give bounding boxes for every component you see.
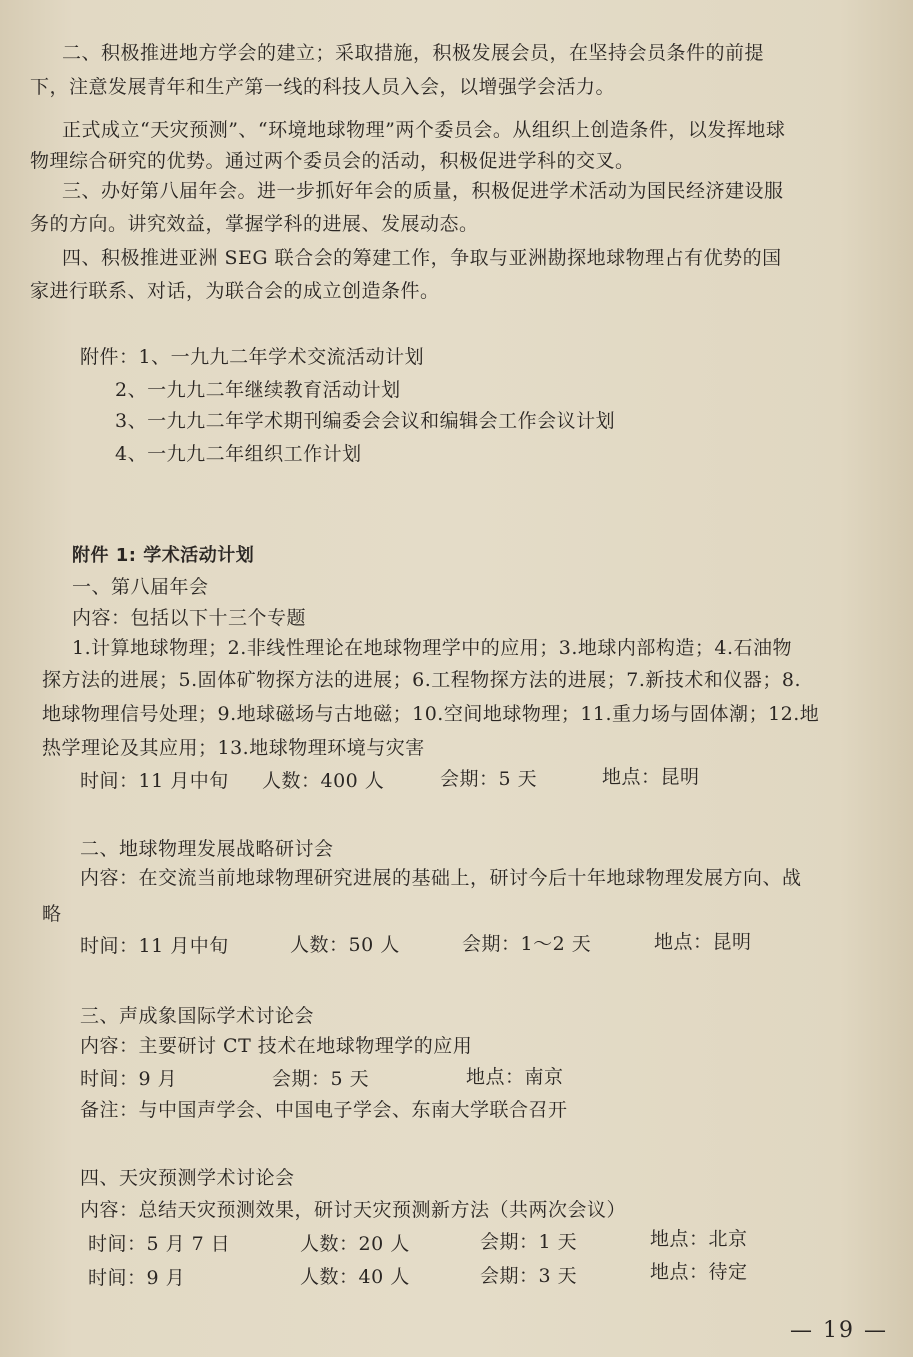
section-1-topics-line-1: 1.计算地球物理；2.非线性理论在地球物理学中的应用；3.地球内部构造；4.石油物 — [72, 637, 793, 659]
section-4-content: 内容：总结天灾预测效果，研讨天灾预测新方法（共两次会议） — [80, 1199, 627, 1221]
section-1-heading: 一、第八届年会 — [72, 576, 209, 598]
section-2-people: 人数：50 人 — [290, 934, 400, 956]
section-1-topics-line-3: 地球物理信号处理；9.地球磁场与古地磁；10.空间地球物理；11.重力场与固体潮；12.地 — [42, 703, 820, 725]
paragraph-4-line-1: 四、积极推进亚洲 SEG 联合会的筹建工作，争取与亚洲勘探地球物理占有优势的国 — [62, 247, 782, 269]
attachment-4: 4、一九九二年组织工作计划 — [115, 443, 362, 465]
plan-title: 附件 1: 学术活动计划 — [72, 545, 255, 566]
section-2-content-line-2: 略 — [42, 903, 62, 925]
page-number: — 19 — — [790, 1318, 888, 1343]
paragraph-4-line-2: 家进行联系、对话，为联合会的成立创造条件。 — [30, 280, 440, 302]
paragraph-1-line-2: 下，注意发展青年和生产第一线的科技人员入会，以增强学会活力。 — [30, 76, 616, 98]
section-3-duration: 会期：5 天 — [272, 1068, 370, 1090]
section-1-people: 人数：400 人 — [262, 770, 385, 792]
section-3-note: 备注：与中国声学会、中国电子学会、东南大学联合召开 — [80, 1099, 568, 1121]
section-3-heading: 三、声成象国际学术讨论会 — [80, 1005, 315, 1027]
section-1-content: 内容：包括以下十三个专题 — [72, 607, 307, 629]
section-4-row-1-people: 人数：20 人 — [300, 1233, 410, 1255]
section-4-row-1-duration: 会期：1 天 — [480, 1231, 578, 1253]
section-1-topics-line-4: 热学理论及其应用；13.地球物理环境与灾害 — [42, 737, 425, 759]
section-4-row-2-time: 时间：9 月 — [88, 1267, 186, 1289]
paragraph-1-line-1: 二、积极推进地方学会的建立；采取措施，积极发展会员，在坚持会员条件的前提 — [62, 42, 765, 64]
section-2-content-line-1: 内容：在交流当前地球物理研究进展的基础上，研讨今后十年地球物理发展方向、战 — [80, 867, 802, 889]
section-2-place: 地点：昆明 — [654, 931, 752, 953]
paragraph-2-line-2: 物理综合研究的优势。通过两个委员会的活动，积极促进学科的交叉。 — [30, 150, 635, 172]
attachment-1: 附件：1、一九九二年学术交流活动计划 — [80, 346, 425, 368]
section-4-row-1-time: 时间：5 月 7 日 — [88, 1233, 231, 1255]
paragraph-3-line-1: 三、办好第八届年会。进一步抓好年会的质量，积极促进学术活动为国民经济建设服 — [62, 180, 784, 202]
attachment-2: 2、一九九二年继续教育活动计划 — [115, 379, 401, 401]
section-4-row-2-place: 地点：待定 — [650, 1261, 748, 1283]
section-3-content: 内容：主要研讨 CT 技术在地球物理学的应用 — [80, 1035, 473, 1057]
section-2-heading: 二、地球物理发展战略研讨会 — [80, 838, 334, 860]
section-4-row-1-place: 地点：北京 — [650, 1228, 748, 1250]
section-1-duration: 会期：5 天 — [440, 768, 538, 790]
section-4-row-2-duration: 会期：3 天 — [480, 1265, 578, 1287]
section-4-heading: 四、天灾预测学术讨论会 — [80, 1167, 295, 1189]
section-1-place: 地点：昆明 — [602, 766, 700, 788]
attachment-3: 3、一九九二年学术期刊编委会会议和编辑会工作会议计划 — [115, 410, 616, 432]
section-1-time: 时间：11 月中旬 — [80, 770, 229, 792]
section-3-time: 时间：9 月 — [80, 1068, 178, 1090]
section-2-duration: 会期：1～2 天 — [462, 933, 592, 955]
section-1-topics-line-2: 探方法的进展；5.固体矿物探方法的进展；6.工程物探方法的进展；7.新技术和仪器；8. — [42, 669, 802, 691]
section-4-row-2-people: 人数：40 人 — [300, 1266, 410, 1288]
section-3-place: 地点：南京 — [466, 1066, 564, 1088]
paragraph-2-line-1: 正式成立“天灾预测”、“环境地球物理”两个委员会。从组织上创造条件，以发挥地球 — [62, 119, 786, 141]
paragraph-3-line-2: 务的方向。讲究效益，掌握学科的进展、发展动态。 — [30, 213, 479, 235]
section-2-time: 时间：11 月中旬 — [80, 935, 229, 957]
